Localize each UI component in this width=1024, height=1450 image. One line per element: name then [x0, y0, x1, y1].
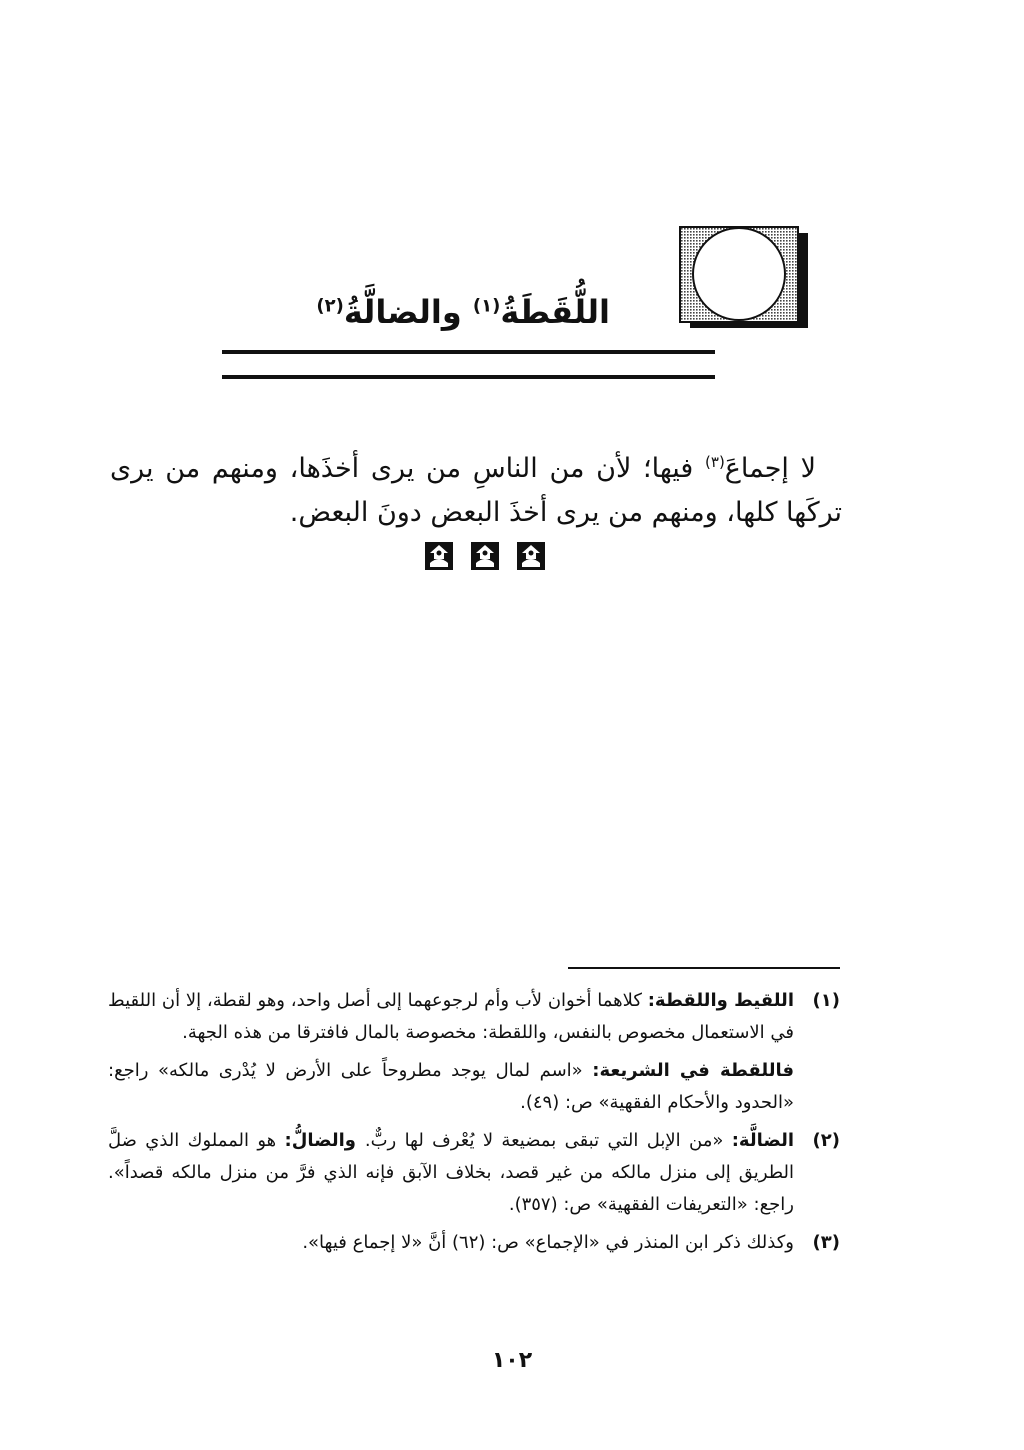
- footnote-ref-1[interactable]: (١): [472, 295, 501, 317]
- body-paragraph: [110, 440, 842, 535]
- ornament-icon: [516, 541, 546, 571]
- footnote-1-continued: [108, 1055, 840, 1119]
- section-divider: [424, 541, 546, 573]
- footnote-ref-3[interactable]: (٣): [705, 453, 725, 471]
- footnote-3: [108, 1227, 840, 1259]
- footnote-text: «من الإبل التي تبقى بمضيعة لا يُعْرف لها ربٌّ.: [364, 1130, 732, 1151]
- page-number: ١٠٢: [491, 1348, 533, 1373]
- title-rule-top: [222, 350, 715, 354]
- circle-emblem-icon: [678, 225, 810, 330]
- ornament-icon: [424, 541, 454, 571]
- footnote-term: الضالَّة:: [731, 1130, 794, 1151]
- footnote-2: [108, 1125, 840, 1221]
- chapter-heading: [300, 225, 810, 335]
- title-part-2: والضالَّةُ: [343, 293, 462, 331]
- footnote-text: هو المملوك الذي ضلَّ الطريق إلى منزل مالكه من غير قصد، بخلاف الآبق فإنه الذي فرَّ من منزل مالكه قصداً». راجع: «التعريفات الفقهية» ص: (٣٥٧).: [108, 1130, 794, 1215]
- title-rule-bottom: [222, 375, 715, 379]
- title-part-1: اللُّقَطَةُ: [500, 293, 610, 331]
- footnote-term: والضالُّ:: [284, 1130, 365, 1151]
- footnote-ref-2[interactable]: (٢): [316, 295, 344, 317]
- footnote-number: (٢): [812, 1130, 840, 1151]
- footnote-separator: [568, 967, 840, 969]
- body-text-start: لا إجماعَ: [724, 453, 816, 484]
- footnote-1: [108, 985, 840, 1049]
- footnote-text: كلاهما أخوان لأب وأم لرجوعهما إلى أصل واحد، وهو لقطة، إلا أن اللقيط في الاستعمال مخصوص بالنفس، واللقطة: مخصوصة بالمال فافترقا من هذه الجهة.: [108, 990, 794, 1043]
- footnote-number: (١): [812, 990, 840, 1011]
- chapter-title: [316, 293, 610, 331]
- footnote-term: اللقيط واللقطة:: [647, 990, 794, 1011]
- body-text-rest: فيها؛ لأن من الناسِ من يرى أخذَها، ومنهم من يرى تركَها كلها، ومنهم من يرى أخذَ البعض دونَ البعض.: [110, 453, 842, 528]
- footnote-number: (٣): [812, 1232, 840, 1253]
- footnotes: [108, 985, 840, 1265]
- footnote-term: فاللقطة في الشريعة:: [592, 1060, 795, 1081]
- ornament-icon: [470, 541, 500, 571]
- footnote-text: «اسم لمال يوجد مطروحاً على الأرض لا يُدْرى مالكه» راجع: «الحدود والأحكام الفقهية» ص: (٤٩).: [108, 1060, 794, 1113]
- footnote-text: وكذلك ذكر ابن المنذر في «الإجماع» ص: (٦٢) أنَّ «لا إجماع فيها».: [302, 1232, 794, 1253]
